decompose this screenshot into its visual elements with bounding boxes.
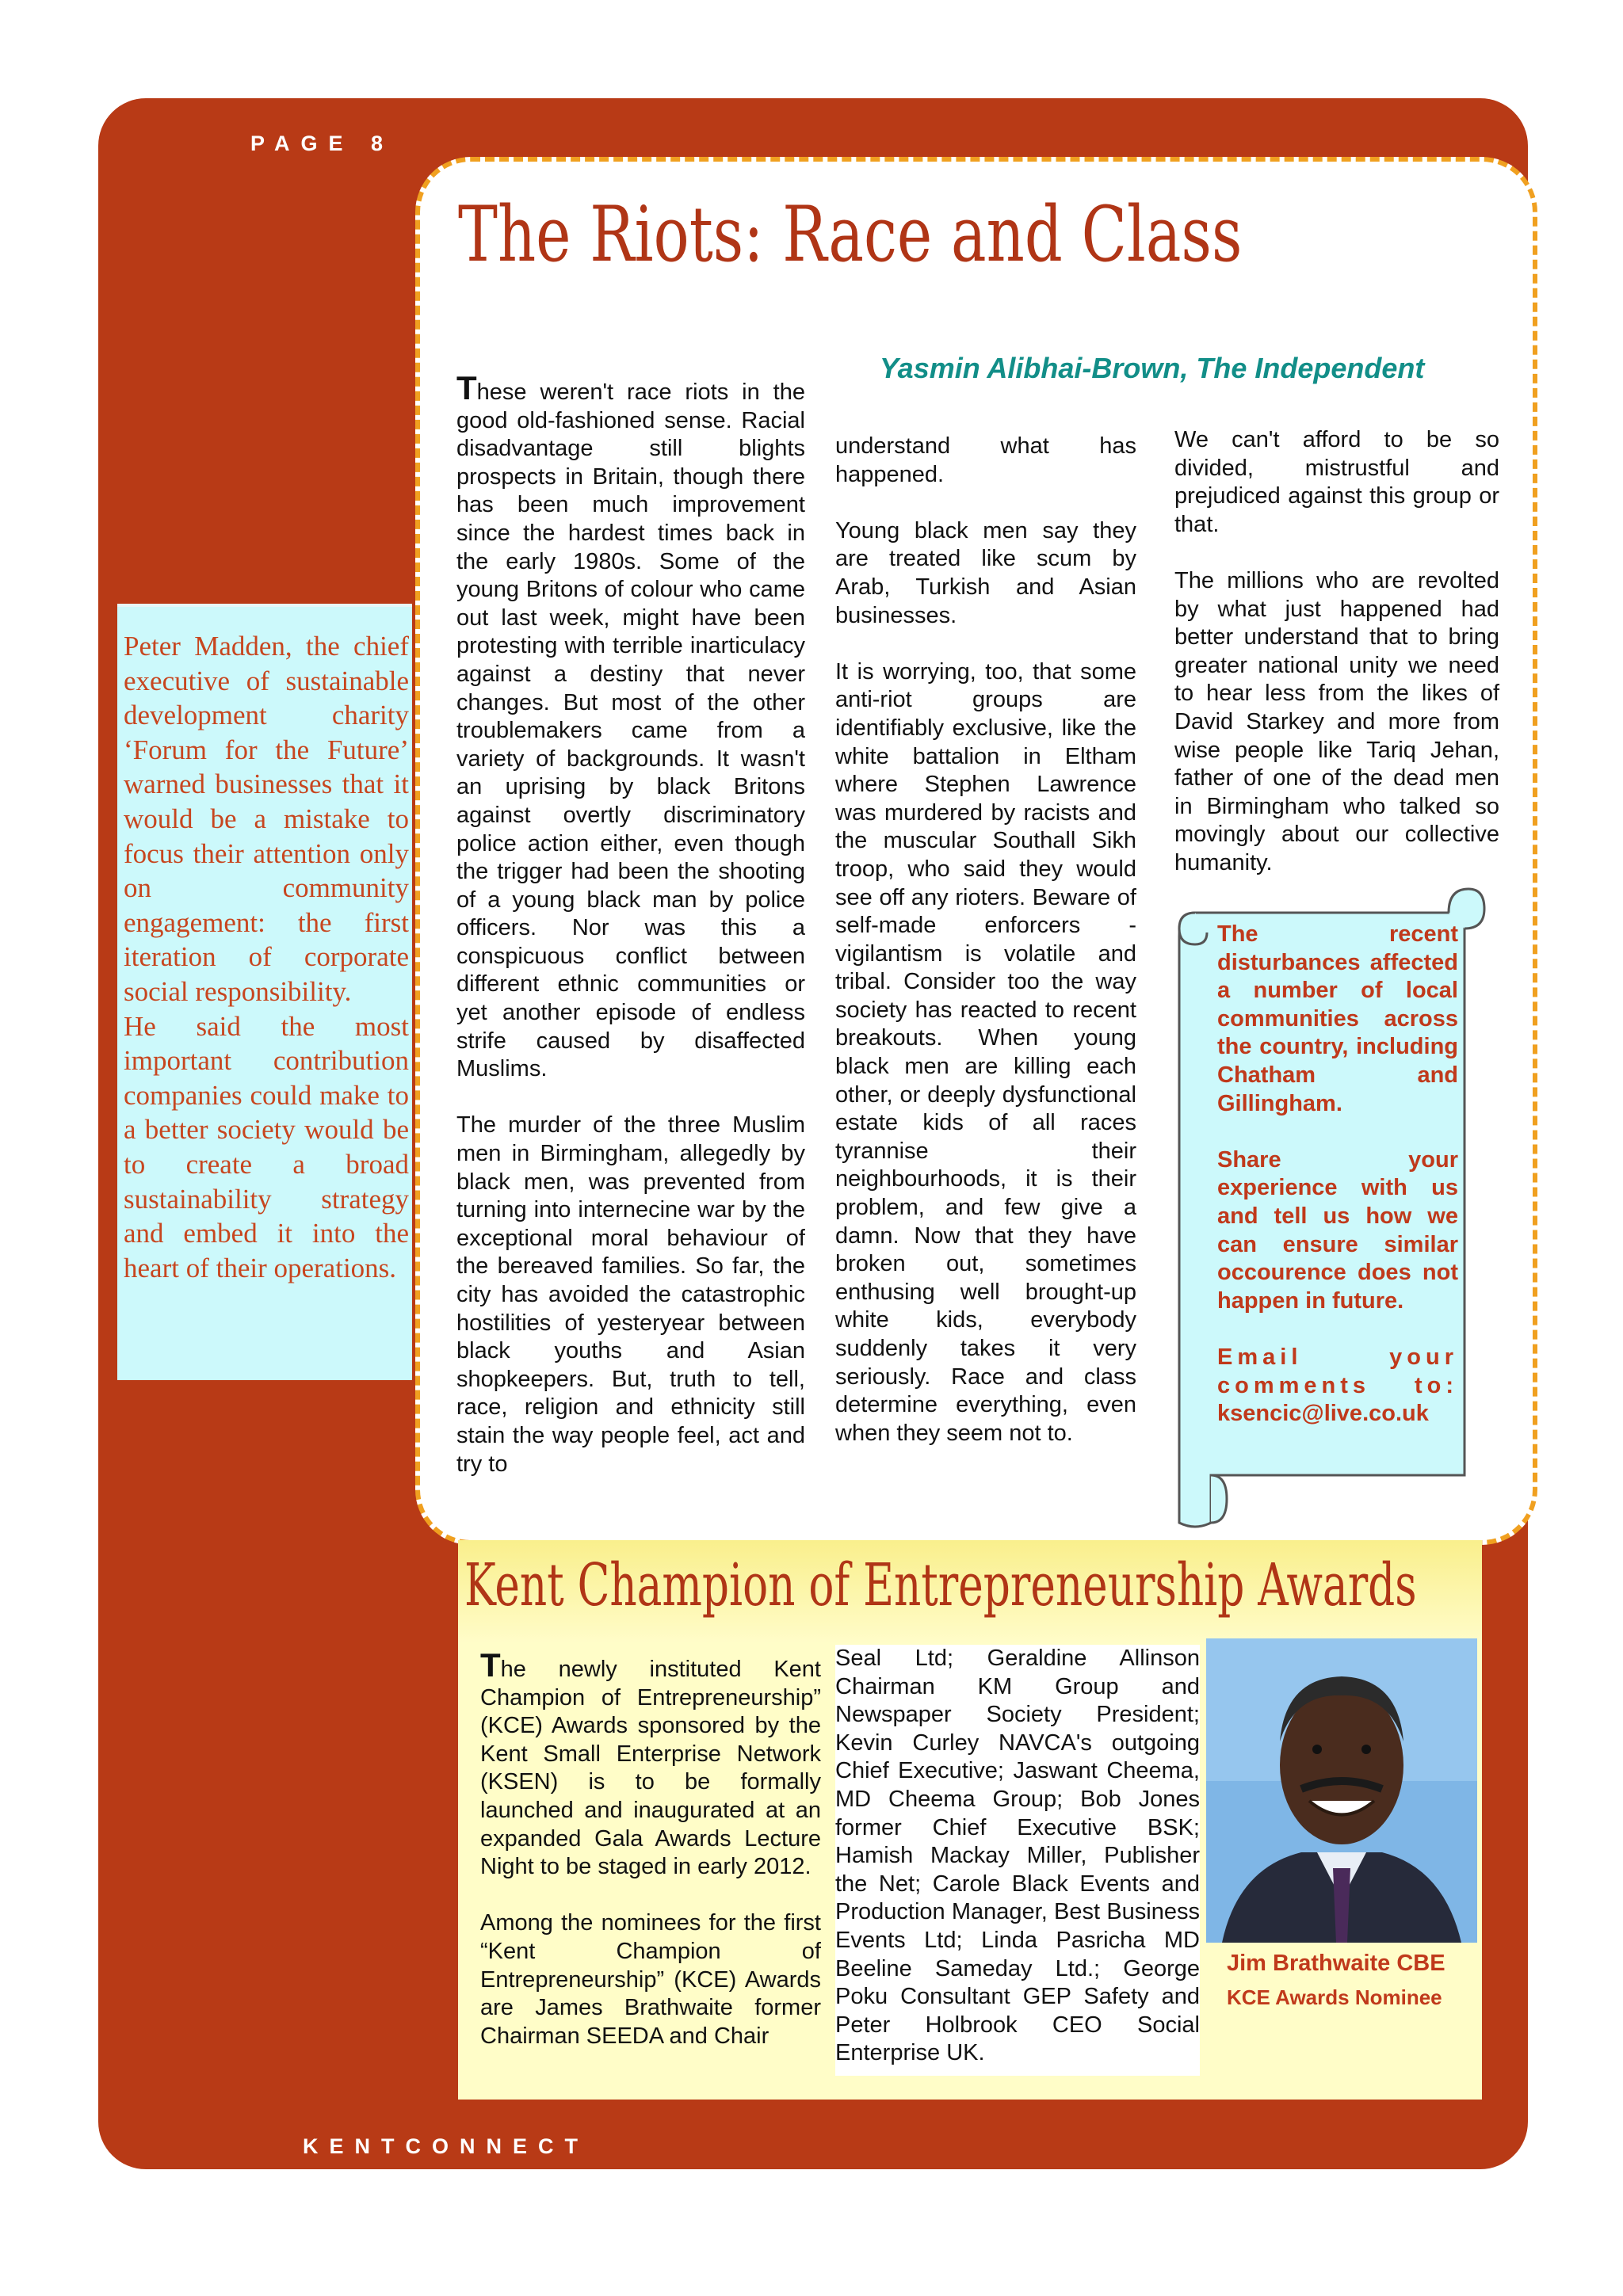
paragraph: Share your experience with us and tell us how we can ensure similar occourence does not happen in future. xyxy=(1217,1146,1458,1314)
paragraph: The murder of the three Muslim men in Birmingham, allegedly by black men, was prevented from turning into internecine war by the exceptional moral behaviour of the bereaved families. So far, the city has avoided the catastrophic hostilities of yesteryear between black youths and Asian shopkeepers. But, truth to tell, race, religion and ethnicity still stain the way people feel, act and try to xyxy=(456,1112,805,1477)
kent-headline: Kent Champion of Entrepreneurship Awards xyxy=(464,1551,1417,1619)
drop-cap: T xyxy=(456,369,477,406)
article-headline: The Riots: Race and Class xyxy=(458,190,1243,279)
photo-caption-name: Jim Brathwaite CBE xyxy=(1227,1951,1445,1976)
paragraph: he newly instituted Kent Champion of Entrepreneurship” (KCE) Awards sponsored by the Kent Small Enterprise Network (KSEN) is to be formally launched and inaugurated at an expanded Gala Awards Lecture Night to be staged in early 2012. xyxy=(480,1657,821,1880)
email-link[interactable]: ksencic@live.co.uk xyxy=(1217,1401,1429,1427)
paragraph: Among the nominees for the first “Kent Champion of Entrepreneurship” (KCE) Awards are James Brathwaite former Chairman SEEDA and Chair xyxy=(480,1910,821,2049)
portrait-photo xyxy=(1206,1638,1477,1943)
sidebar-box xyxy=(117,604,412,1380)
paragraph: The recent disturbances affected a number of local communities across the country, including Chatham and Gillingham. xyxy=(1217,921,1458,1116)
paragraph: Peter Madden, the chief executive of sustainable development charity ‘Forum for the Future’ warned businesses that it would be a mistake to focus their attention only on community engagement: the first iteration of corporate social responsibility. xyxy=(124,631,409,1007)
paragraph: It is worrying, too, that some anti-riot groups are identifiably exclusive, like the white battalion in Eltham where Stephen Lawrence was murdered by racists and the muscular Southall Sikh troop, who said they would see off any rioters. Beware of self-made enforcers - vigilantism is volatile and tribal. Consider too the way society has reacted to recent breakouts. When young black men are killing each other, or deeply dysfunctional estate kids of all races tyrannise their neighbourhoods, it is their problem, and few give a damn. Now that they have broken out, sometimes enthusing well brought-up white kids, everybody suddenly takes it very seriously. Race and class determine everything, even when they seem not to. xyxy=(835,658,1136,1446)
paragraph: understand what has happened. xyxy=(835,433,1136,487)
paragraph: We can't afford to be so divided, mistrustful and prejudiced against this group or that. xyxy=(1174,427,1499,537)
paragraph: The millions who are revolted by what just happened had better understand that to bring greater national unity we need to hear less from the likes of David Starkey and more from wise people like Tariq Jehan, father of one of the dead men in Birmingham who talked so movingly about our collective humanity. xyxy=(1174,567,1499,875)
photo-caption-role: KCE Awards Nominee xyxy=(1227,1985,1442,2009)
email-prompt: Email your comments to: xyxy=(1217,1344,1458,1398)
article-byline: Yasmin Alibhai-Brown, The Independent xyxy=(880,352,1425,384)
footer-label: KENTCONNECT xyxy=(303,2134,589,2158)
sidebar-text xyxy=(124,629,409,1285)
paragraph: Young black men say they are treated like scum by Arab, Turkish and Asian businesses. xyxy=(835,517,1136,628)
scroll-note xyxy=(1217,921,1458,1456)
paragraph: hese weren't race riots in the good old-fashioned sense. Racial disadvantage still blights prospects in Britain, though there has been much improvement since the hardest times back in the early 1980s. Some of the young Britons of colour who came out last week, might have been protesting with terrible inarticulacy against a destiny that never changes. But most of the other troublemakers came from a variety of backgrounds. It wasn't an uprising by black Britons against overtly discriminatory police action either, even though the trigger had been the shooting of a young black man by police officers. Nor was this a conspicuous conflict between different ethnic communities or yet another episode of endless strife caused by disaffected Muslims. xyxy=(456,379,805,1082)
paragraph: He said the most important contribution companies could make to a better society would be to create a broad sustainability strategy and embed it into the heart of their operations. xyxy=(124,1010,409,1283)
kent-column-2: Seal Ltd; Geraldine Allinson Chairman KM Group and Newspaper Society President; Kevin Curley NAVCA's outgoing Chief Executive; Jaswant Cheema, MD Cheema Group; Bob Jones former Chief Executive BSK; Hamish Mackay Miller, Publisher the Net; Carole Black Events and Production Manager, Best Business Events Ltd; Linda Pasricha MD Beeline Sameday Ltd.; George Poku Consultant GEP Safety and Peter Holbrook CEO Social Enterprise UK. xyxy=(835,1645,1200,2076)
kent-column-1 xyxy=(480,1646,821,2079)
drop-cap: T xyxy=(480,1646,501,1684)
article-column-1 xyxy=(456,369,805,1507)
article-column-3 xyxy=(1174,426,1499,906)
page-number: PAGE 8 xyxy=(250,132,395,155)
article-column-2 xyxy=(835,433,1136,1476)
